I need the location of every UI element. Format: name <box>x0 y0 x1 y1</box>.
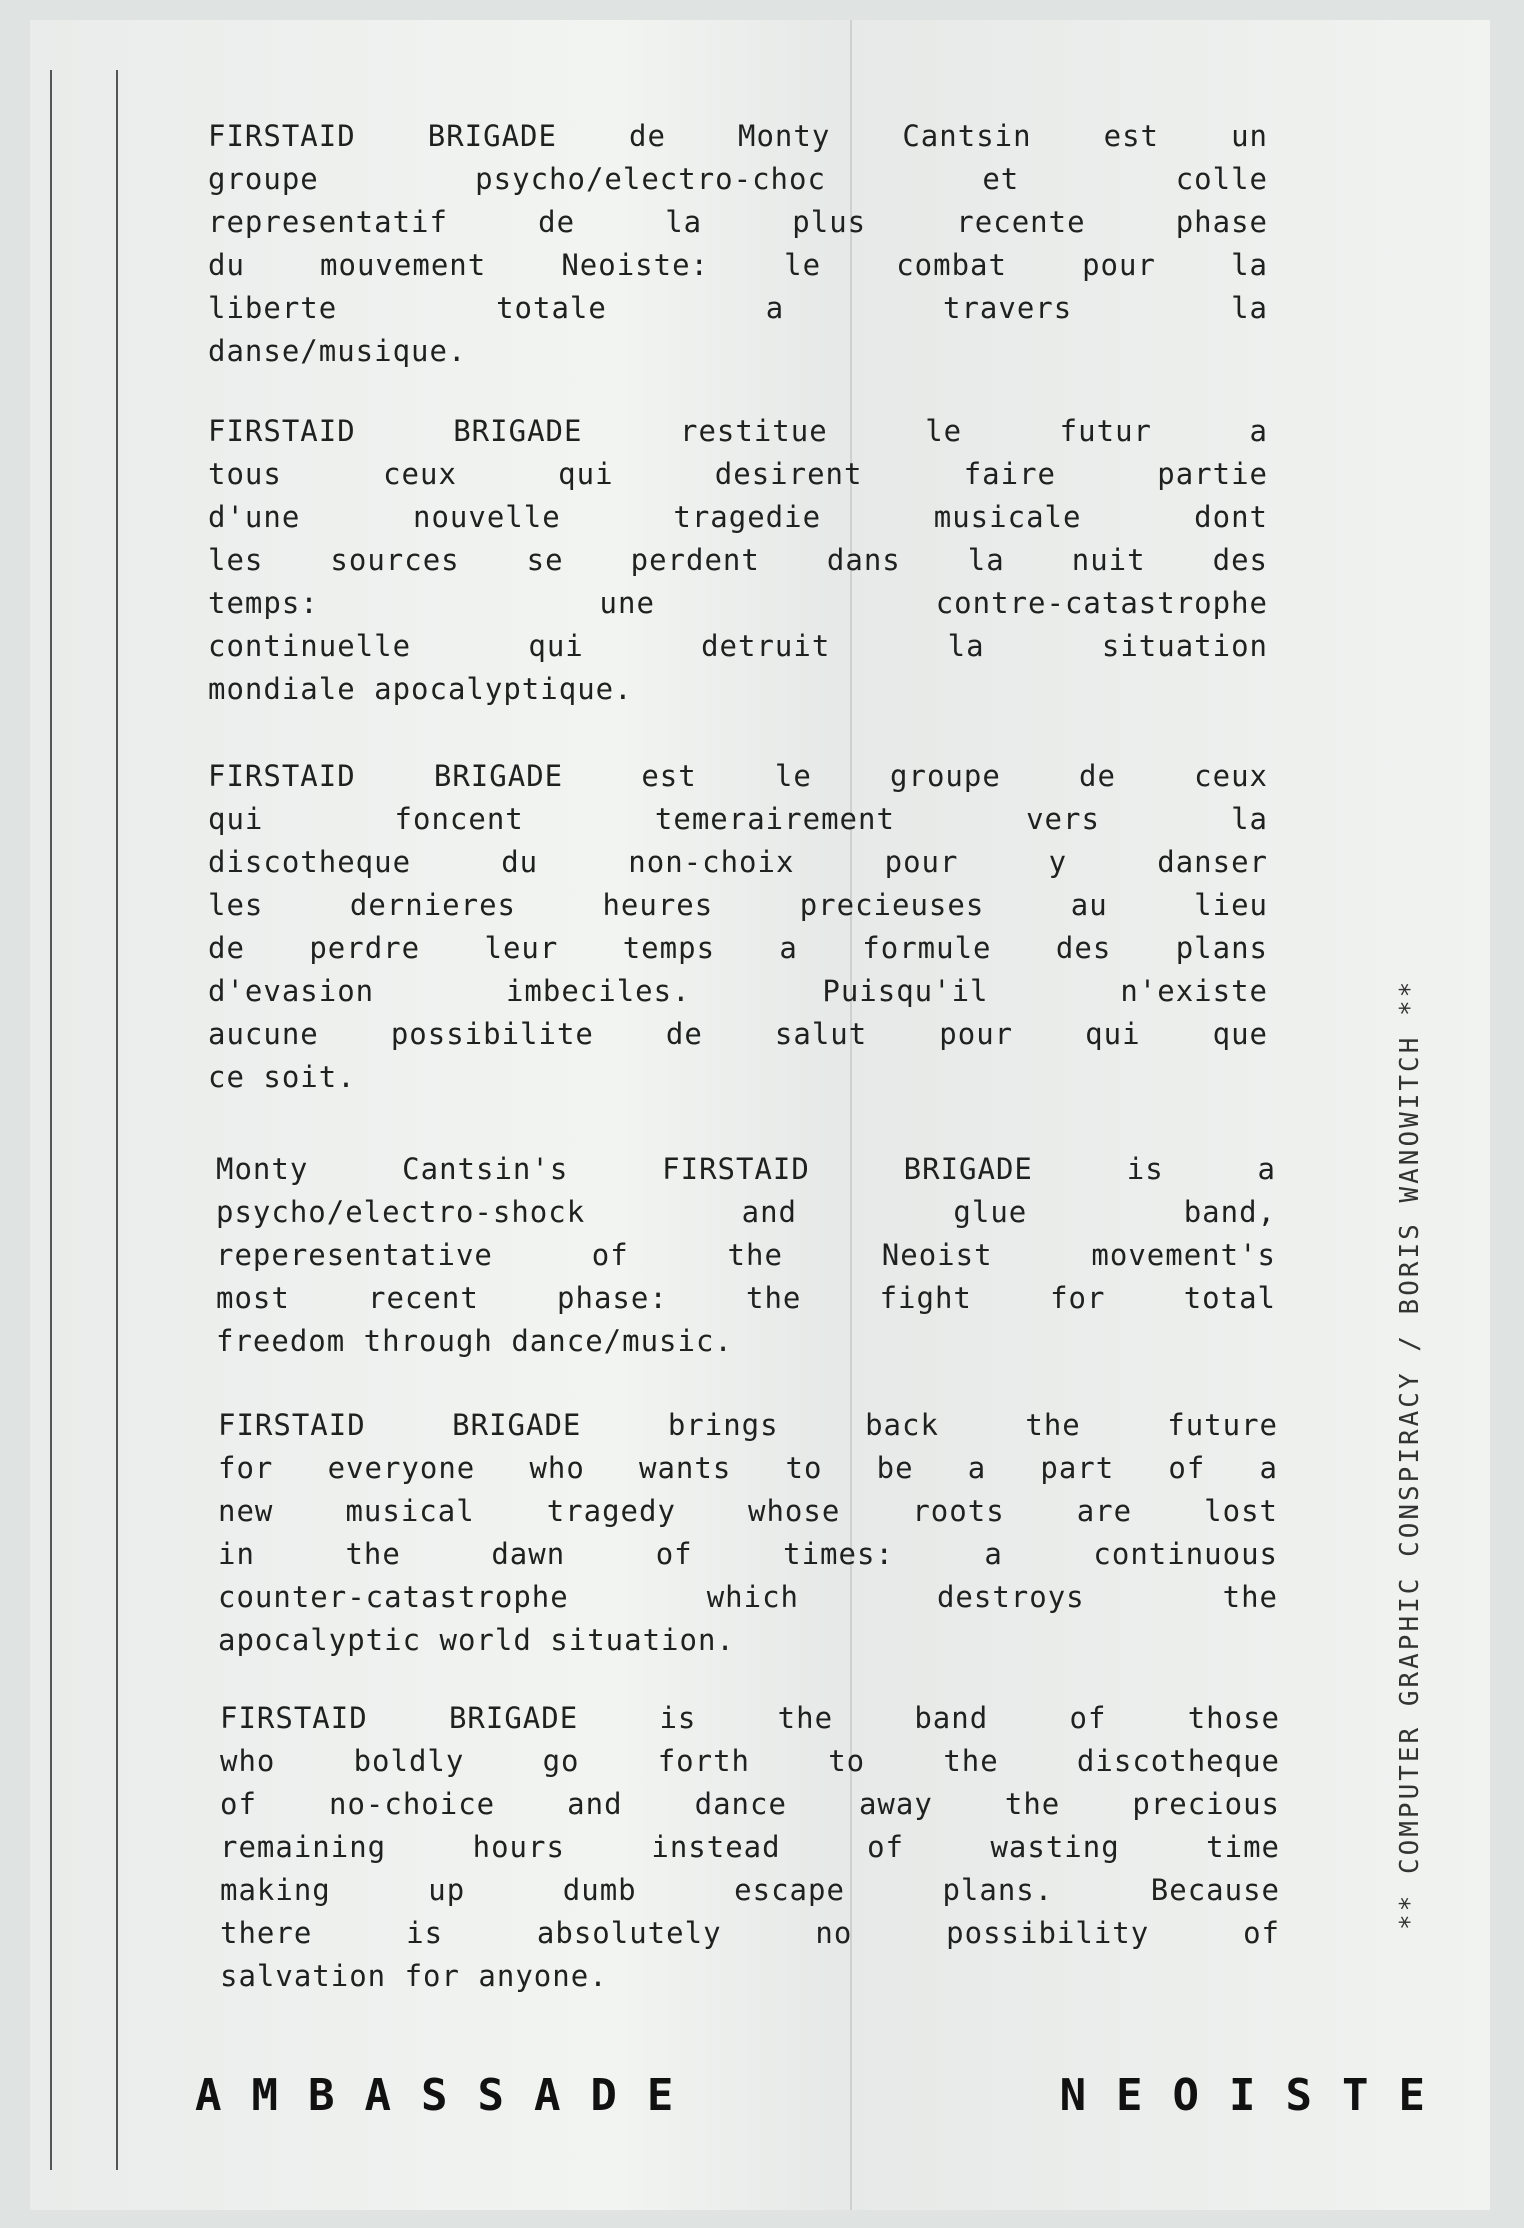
text-line: FIRSTAID BRIGADE restitue le futur a <box>208 414 1268 448</box>
side-credit: ** COMPUTER GRAPHIC CONSPIRACY / BORIS WANOWITCH ** <box>1395 978 1425 1930</box>
text-line: discotheque du non-choix pour y danser <box>208 845 1268 879</box>
text-line: for everyone who wants to be a part of a <box>218 1451 1278 1485</box>
text-line: new musical tragedy whose roots are lost <box>218 1494 1278 1528</box>
text-line: there is absolutely no possibility of <box>220 1916 1280 1950</box>
text-line: most recent phase: the fight for total <box>216 1281 1276 1315</box>
text-line: du mouvement Neoiste: le combat pour la <box>208 248 1268 282</box>
text-line: ce soit. <box>208 1060 356 1094</box>
text-line: aucune possibilite de salut pour qui que <box>208 1017 1268 1051</box>
text-line: d'evasion imbeciles. Puisqu'il n'existe <box>208 974 1268 1008</box>
text-line: groupe psycho/electro-choc et colle <box>208 162 1268 196</box>
text-line: mondiale apocalyptique. <box>208 672 633 706</box>
text-line: remaining hours instead of wasting time <box>220 1830 1280 1864</box>
footer-right: NEOISTE <box>1059 2070 1455 2121</box>
text-line: FIRSTAID BRIGADE est le groupe de ceux <box>208 759 1268 793</box>
text-line: making up dumb escape plans. Because <box>220 1873 1280 1907</box>
paragraph-en-2 <box>218 1404 1278 1662</box>
text-line: les sources se perdent dans la nuit des <box>208 543 1268 577</box>
text-line: temps: une contre-catastrophe <box>208 586 1268 620</box>
text-line: FIRSTAID BRIGADE brings back the future <box>218 1408 1278 1442</box>
text-line: who boldly go forth to the discotheque <box>220 1744 1280 1778</box>
text-line: in the dawn of times: a continuous <box>218 1537 1278 1571</box>
text-line: counter-catastrophe which destroys the <box>218 1580 1278 1614</box>
text-line: FIRSTAID BRIGADE de Monty Cantsin est un <box>208 119 1268 153</box>
text-line: qui foncent temerairement vers la <box>208 802 1268 836</box>
footer-title <box>195 2070 1455 2121</box>
text-line: salvation for anyone. <box>220 1959 608 1993</box>
paragraph-fr-1 <box>208 115 1268 373</box>
text-line: tous ceux qui desirent faire partie <box>208 457 1268 491</box>
text-line: continuelle qui detruit la situation <box>208 629 1268 663</box>
margin-line-inner <box>116 70 118 2170</box>
text-line: representatif de la plus recente phase <box>208 205 1268 239</box>
paragraph-fr-2 <box>208 410 1268 711</box>
text-line: danse/musique. <box>208 334 467 368</box>
text-line: apocalyptic world situation. <box>218 1623 735 1657</box>
text-line: les dernieres heures precieuses au lieu <box>208 888 1268 922</box>
text-line: Monty Cantsin's FIRSTAID BRIGADE is a <box>216 1152 1276 1186</box>
text-line: de perdre leur temps a formule des plans <box>208 931 1268 965</box>
paragraph-en-3 <box>220 1697 1280 1998</box>
text-line: d'une nouvelle tragedie musicale dont <box>208 500 1268 534</box>
text-line: liberte totale a travers la <box>208 291 1268 325</box>
text-line: of no-choice and dance away the precious <box>220 1787 1280 1821</box>
paragraph-en-1 <box>216 1148 1276 1363</box>
text-line: FIRSTAID BRIGADE is the band of those <box>220 1701 1280 1735</box>
text-line: reperesentative of the Neoist movement's <box>216 1238 1276 1272</box>
text-line: freedom through dance/music. <box>216 1324 733 1358</box>
margin-line-outer <box>50 70 52 2170</box>
text-line: psycho/electro-shock and glue band, <box>216 1195 1276 1229</box>
footer-left: AMBASSADE <box>195 2070 704 2121</box>
paragraph-fr-3 <box>208 755 1268 1099</box>
